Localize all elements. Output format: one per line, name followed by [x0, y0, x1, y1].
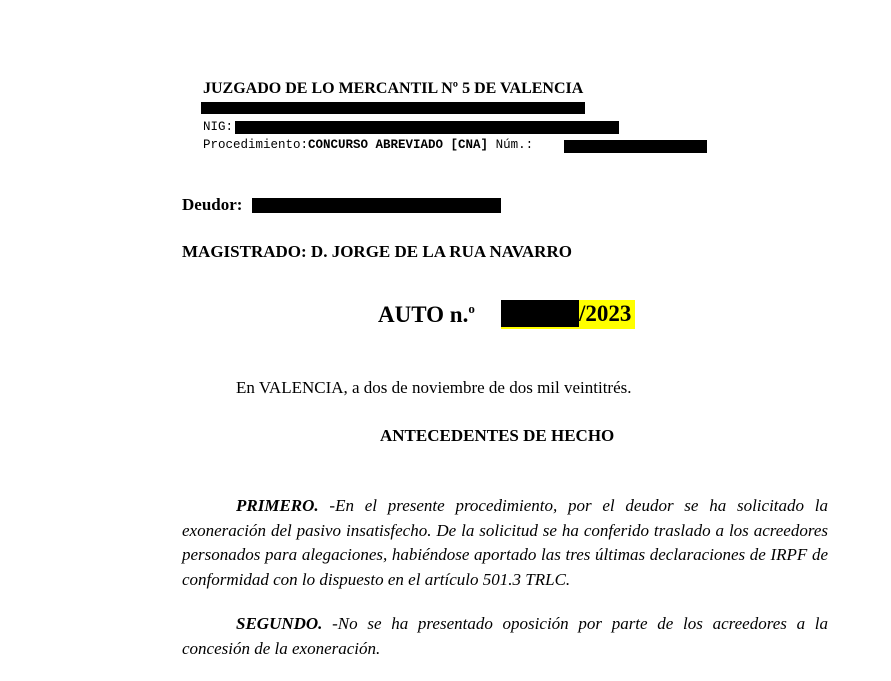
section-title: ANTECEDENTES DE HECHO	[380, 426, 615, 445]
paragraph-segundo	[182, 612, 828, 661]
procedimiento-line	[203, 138, 533, 152]
nig-label: NIG:	[203, 120, 234, 134]
paragraph-primero	[182, 494, 828, 592]
redaction-bar	[564, 140, 707, 153]
paragraph-lead: SEGUNDO.	[236, 614, 323, 633]
auto-label: AUTO n.	[378, 302, 469, 327]
magistrado-line: MAGISTRADO: D. JORGE DE LA RUA NAVARRO	[182, 242, 572, 261]
fecha-line: En VALENCIA, a dos de noviembre de dos mil veintitrés.	[236, 378, 632, 397]
paragraph-text: -No se ha presentado oposición por parte de los acreedores a la concesión de la exoneración.	[182, 614, 828, 658]
num-label: Núm.:	[495, 138, 534, 152]
procedimiento-label: Procedimiento:	[203, 138, 309, 152]
redaction-bar	[252, 198, 501, 213]
auto-year: /2023	[579, 301, 632, 326]
redaction-bar	[235, 121, 619, 134]
paragraph-lead: PRIMERO.	[236, 496, 319, 515]
redaction-bar	[201, 102, 585, 114]
deudor-label: Deudor:	[182, 195, 243, 214]
paragraph-text: -En el presente procedimiento, por el deudor se ha solicitado la exoneración del pasivo insatisfecho. De la solicitud se ha conferido traslado a los acreedores personados para alegaciones, habiéndose aportado las tres últimas declaraciones de IRPF de conformidad con lo dispuesto en el artículo 501.3 TRLC.	[182, 496, 828, 589]
auto-title	[378, 301, 475, 328]
court-title: JUZGADO DE LO MERCANTIL Nº 5 DE VALENCIA	[203, 80, 584, 97]
auto-ordinal: o	[468, 301, 475, 316]
procedimiento-value: CONCURSO ABREVIADO [CNA]	[308, 138, 489, 152]
redaction-bar	[501, 300, 579, 327]
